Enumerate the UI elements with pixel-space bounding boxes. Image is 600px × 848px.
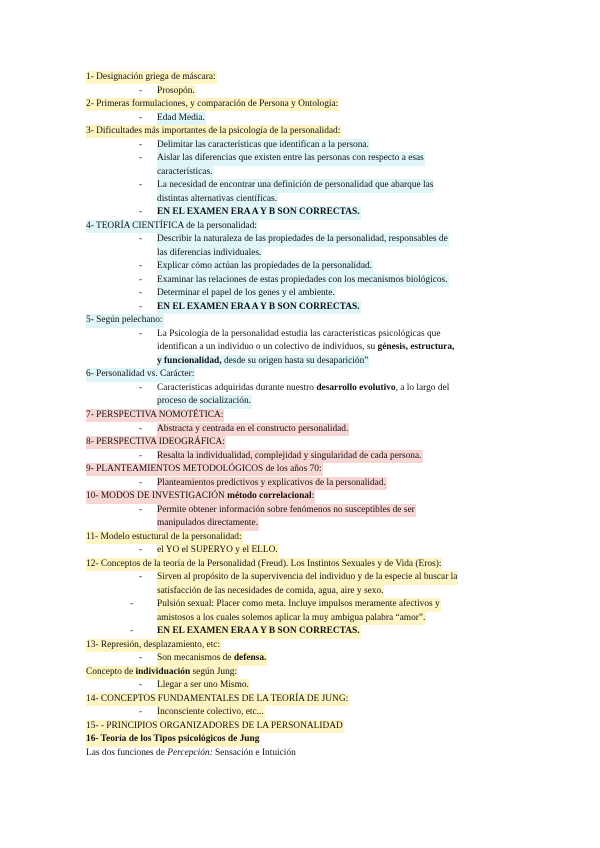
list-heading — [86, 71, 217, 84]
line-text: proceso de socialización. — [157, 395, 252, 408]
list-item — [139, 274, 449, 287]
line-text: Planteamientos predictivos y explicativos de la personalidad. — [157, 477, 387, 490]
line-text: satisfacción de las necesidades de comida, agua, aire y sexo. — [157, 585, 384, 598]
list-item — [157, 612, 426, 625]
list-heading — [86, 747, 297, 760]
list-item — [139, 233, 449, 246]
list-item — [157, 517, 259, 530]
list-heading — [86, 220, 258, 233]
line-text: La necesidad de encontrar una definición de personalidad que abarque las — [157, 179, 434, 192]
list-item — [139, 706, 265, 719]
list-heading — [86, 368, 195, 381]
list-heading — [86, 531, 243, 544]
bullet-dash: - — [139, 545, 143, 556]
line-text: 3- Dificultades más importantes de la psicología de la personalidad: — [86, 125, 341, 138]
line-text: Aislar las diferencias que existen entre las personas con respecto a esas — [157, 152, 425, 165]
list-item — [139, 206, 361, 219]
list-item — [139, 450, 423, 463]
bullet-dash: - — [139, 301, 143, 312]
line-text: 7- PERSPECTIVA NOMOTÉTICA: — [86, 409, 224, 422]
list-item — [139, 477, 387, 490]
list-item — [139, 301, 361, 314]
list-item — [139, 423, 349, 436]
list-item — [139, 328, 442, 341]
line-text: identifican a un individuo o un colectivo de individuos, su génesis, estructura, — [157, 342, 455, 353]
emphasis-bold: desarrollo evolutivo — [316, 382, 396, 393]
bullet-dash: - — [139, 653, 143, 664]
list-heading — [86, 666, 238, 679]
line-text: Explicar cómo actúan las propiedades de la personalidad. — [157, 260, 373, 273]
bullet-dash: - — [139, 680, 143, 691]
line-text: Resalta la individualidad, complejidad y singularidad de cada persona. — [157, 450, 423, 463]
list-item — [139, 179, 434, 192]
line-text: Prosopón. — [157, 85, 196, 98]
line-text: Características adquiridas durante nuestro desarrollo evolutivo, a lo largo del — [157, 382, 450, 393]
bullet-dash: - — [139, 153, 143, 164]
bullet-dash: - — [130, 626, 134, 637]
list-item — [130, 625, 361, 638]
list-item — [130, 598, 441, 611]
line-text: 12- Conceptos de la teoría de la Personalidad (Freud). Los Instintos Sexuales y de Vida (Eros): — [86, 558, 442, 571]
line-text: Inconsciente colectivo, etc... — [157, 706, 265, 719]
list-item — [139, 260, 373, 273]
list-item — [157, 166, 213, 179]
line-text: 9- PLANTEAMIENTOS METODOLÓGICOS de los años 70: — [86, 463, 323, 476]
bullet-dash: - — [139, 139, 143, 150]
bullet-dash: - — [139, 423, 143, 434]
bullet-dash: - — [139, 274, 143, 285]
line-text: EN EL EXAMEN ERA A Y B SON CORRECTAS. — [157, 301, 361, 314]
line-text: 4- TEORÍA CIENTÍFICA de la personalidad: — [86, 220, 258, 233]
bullet-dash: - — [139, 328, 143, 339]
list-heading — [86, 409, 224, 422]
line-text: Describir la naturaleza de las propiedades de la personalidad, responsables de — [157, 233, 449, 246]
line-text: Sirven al propósito de la supervivencia del individuo y de la especie al buscar la — [157, 571, 458, 584]
line-text: distintas alternativas científicas. — [157, 193, 278, 206]
line-text: Permite obtener información sobre fenómenos no susceptibles de ser — [157, 504, 416, 517]
list-heading — [86, 98, 339, 111]
bullet-dash: - — [139, 450, 143, 461]
line-text: las diferencias individuales. — [157, 247, 262, 260]
list-heading — [86, 558, 442, 571]
bullet-dash: - — [139, 207, 143, 218]
bullet-dash: - — [139, 382, 143, 393]
bullet-dash: - — [139, 261, 143, 272]
line-text: y funcionalidad, desde su origen hasta su desaparición” — [157, 355, 369, 368]
list-heading — [86, 720, 344, 733]
line-text: 10- MODOS DE INVESTIGACIÓN método correlacional: — [86, 490, 315, 503]
line-text: 2- Primeras formulaciones, y comparación de Persona y Ontología: — [86, 98, 339, 111]
line-text: 5- Según pelechano: — [86, 314, 164, 327]
list-item — [139, 152, 425, 165]
emphasis-bold: génesis, estructura, — [377, 342, 455, 353]
list-item — [139, 287, 336, 300]
list-item — [157, 355, 369, 368]
line-text: 11- Modelo estuctural de la personalidad: — [86, 531, 243, 544]
line-text: Llegar a ser uno Mismo. — [157, 679, 250, 692]
list-heading — [86, 490, 315, 503]
line-text: Pulsión sexual: Placer como meta. Incluye impulsos meramente afectivos y — [157, 598, 441, 611]
list-item — [157, 193, 278, 206]
line-text: Determinar el papel de los genes y el ambiente. — [157, 287, 336, 300]
bullet-dash: - — [139, 288, 143, 299]
bullet-dash: - — [139, 477, 143, 488]
list-heading — [86, 314, 164, 327]
line-text: EN EL EXAMEN ERA A Y B SON CORRECTAS. — [157, 206, 361, 219]
list-heading — [86, 463, 323, 476]
list-item — [157, 247, 262, 260]
line-text: 13- Represión, desplazamiento, etc: — [86, 639, 221, 652]
line-text: La Psicología de la personalidad estudia las características psicológicas que — [157, 328, 441, 339]
line-text: EN EL EXAMEN ERA A Y B SON CORRECTAS. — [157, 625, 361, 638]
line-text: manipulados directamente. — [157, 517, 259, 530]
bullet-dash: - — [139, 234, 143, 245]
list-item — [157, 341, 455, 354]
emphasis-bold: individuación — [135, 666, 191, 677]
line-text: Delimitar las características que identifican a la persona. — [157, 139, 370, 152]
list-item — [139, 139, 370, 152]
bullet-dash: - — [139, 504, 143, 515]
line-text: 16- Teoría de los Tipos psicológicos de Jung — [86, 733, 260, 746]
line-text: 1- Designación griega de máscara: — [86, 71, 217, 84]
list-item — [139, 652, 267, 665]
emphasis-bold: método correlacional — [227, 491, 312, 502]
line-text: amistosos a los cuales solemos aplicar la muy ambigua palabra “amor”. — [157, 612, 426, 625]
list-heading — [86, 436, 226, 449]
list-item — [157, 395, 252, 408]
line-text: Abstracta y centrada en el constructo personalidad. — [157, 423, 349, 436]
list-item — [139, 112, 206, 125]
list-heading — [86, 693, 349, 706]
line-text: Las dos funciones de Percepción: Sensación e Intuición — [86, 748, 296, 758]
line-text: 6- Personalidad vs. Carácter: — [86, 368, 195, 381]
list-heading — [86, 125, 341, 138]
line-text: Examinar las relaciones de estas propiedades con los mecanismos biológicos. — [157, 274, 449, 287]
bullet-dash: - — [139, 85, 143, 96]
bullet-dash: - — [130, 599, 134, 610]
bullet-dash: - — [139, 180, 143, 191]
bullet-dash: - — [139, 112, 143, 123]
emphasis-italic: Percepción: — [167, 748, 213, 758]
list-item — [139, 85, 196, 98]
list-heading — [86, 733, 260, 746]
line-text: el YO el SUPERYO y el ELLO. — [157, 544, 279, 557]
line-text: Concepto de individuación según Jung: — [86, 666, 238, 679]
list-heading — [86, 639, 221, 652]
list-item — [139, 679, 250, 692]
bullet-dash: - — [139, 707, 143, 718]
list-item — [157, 585, 384, 598]
line-text: 15- - PRINCIPIOS ORGANIZADORES DE LA PERSONALIDAD — [86, 720, 344, 733]
line-text: 8- PERSPECTIVA IDEOGRÁFICA: — [86, 436, 226, 449]
list-item — [139, 504, 416, 517]
emphasis-bold: defensa. — [233, 653, 267, 664]
list-item — [139, 544, 279, 557]
list-item — [139, 382, 450, 395]
bullet-dash: - — [139, 572, 143, 583]
list-item — [139, 571, 458, 584]
line-text: Edad Media. — [157, 112, 206, 125]
line-text: características. — [157, 166, 213, 179]
line-text: Son mecanismos de defensa. — [157, 652, 267, 665]
line-text: 14- CONCEPTOS FUNDAMENTALES DE LA TEORÍA DE JUNG: — [86, 693, 349, 706]
